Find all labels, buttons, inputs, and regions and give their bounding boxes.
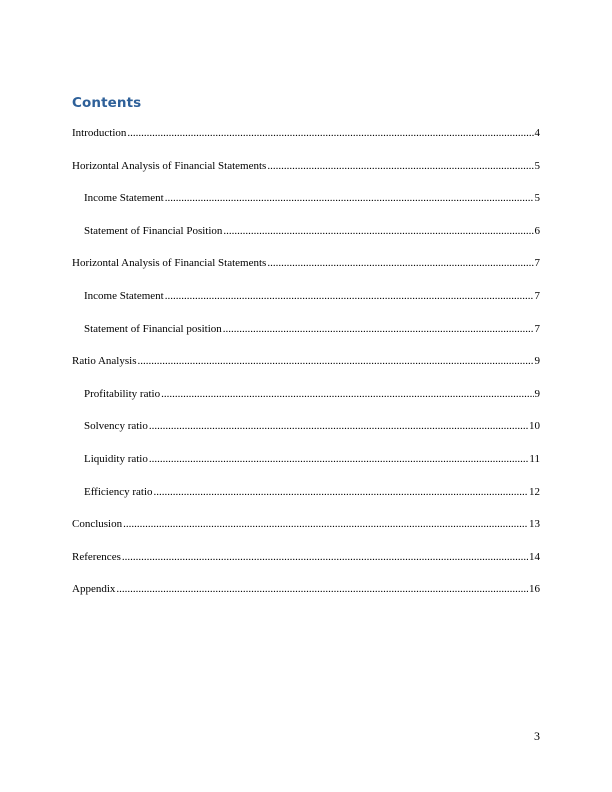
- dot-leader: [116, 582, 528, 596]
- toc-entry-page: 7: [534, 257, 540, 270]
- dot-leader: [165, 191, 534, 205]
- toc-entry-solvency-ratio[interactable]: [72, 419, 540, 452]
- toc-entry-income-statement-1[interactable]: [72, 191, 540, 224]
- toc-entry-page: 13: [529, 518, 540, 531]
- toc-entry-appendix[interactable]: [72, 582, 540, 615]
- toc-entry-title: Ratio Analysis: [72, 355, 137, 368]
- toc-entry-title: Introduction: [72, 127, 127, 139]
- toc-entry-efficiency-ratio[interactable]: [72, 485, 540, 518]
- toc-entry-title: Liquidity ratio: [84, 452, 148, 465]
- toc-entry-financial-position-2[interactable]: [72, 322, 540, 355]
- toc-entry-title: Income Statement: [84, 289, 164, 302]
- toc-entry-page: 5: [534, 159, 540, 172]
- dot-leader: [137, 354, 533, 368]
- toc-entry-title: Horizontal Analysis of Financial Statements: [72, 257, 267, 270]
- toc-heading: Contents: [72, 95, 142, 111]
- toc-entry-income-statement-2[interactable]: [72, 289, 540, 322]
- table-of-contents: [72, 126, 540, 615]
- toc-entry-page: 7: [534, 289, 540, 302]
- toc-entry-title: Statement of Financial position: [84, 322, 222, 335]
- dot-leader: [267, 256, 533, 270]
- toc-entry-title: Horizontal Analysis of Financial Statements: [72, 159, 267, 172]
- toc-entry-page: 9: [534, 387, 540, 400]
- toc-entry-horizontal-analysis-2[interactable]: [72, 256, 540, 289]
- dot-leader: [123, 517, 528, 531]
- toc-entry-page: 9: [534, 355, 540, 368]
- toc-entry-page: 10: [529, 420, 540, 433]
- page-number: 3: [534, 729, 540, 743]
- toc-entry-page: 6: [534, 224, 540, 237]
- toc-entry-references[interactable]: [72, 550, 540, 583]
- dot-leader: [223, 224, 533, 238]
- toc-entry-title: Conclusion: [72, 518, 123, 531]
- dot-leader: [122, 550, 528, 564]
- toc-entry-ratio-analysis[interactable]: [72, 354, 540, 387]
- toc-entry-title: References: [72, 550, 121, 563]
- dot-leader: [127, 126, 533, 140]
- dot-leader: [161, 387, 533, 401]
- toc-entry-page: 5: [534, 192, 540, 205]
- toc-entry-page: 7: [534, 322, 540, 335]
- dot-leader: [149, 419, 528, 433]
- dot-leader: [149, 452, 529, 466]
- toc-entry-page: 11: [529, 452, 540, 465]
- toc-entry-conclusion[interactable]: [72, 517, 540, 550]
- dot-leader: [267, 159, 533, 173]
- toc-entry-introduction[interactable]: [72, 126, 540, 159]
- dot-leader: [154, 485, 528, 499]
- toc-entry-horizontal-analysis-1[interactable]: [72, 159, 540, 192]
- toc-entry-financial-position-1[interactable]: [72, 224, 540, 257]
- dot-leader: [223, 322, 534, 336]
- toc-entry-profitability-ratio[interactable]: [72, 387, 540, 420]
- toc-entry-liquidity-ratio[interactable]: [72, 452, 540, 485]
- toc-entry-title: Statement of Financial Position: [84, 224, 223, 237]
- toc-entry-page: 14: [529, 550, 540, 563]
- toc-entry-title: Solvency ratio: [84, 420, 148, 433]
- toc-entry-page: 4: [534, 127, 540, 139]
- dot-leader: [165, 289, 534, 303]
- toc-entry-title: Efficiency ratio: [84, 485, 153, 498]
- toc-entry-page: 16: [529, 583, 540, 596]
- toc-entry-title: Profitability ratio: [84, 387, 161, 400]
- toc-entry-title: Appendix: [72, 583, 116, 596]
- toc-entry-page: 12: [529, 485, 540, 498]
- toc-entry-title: Income Statement: [84, 192, 164, 205]
